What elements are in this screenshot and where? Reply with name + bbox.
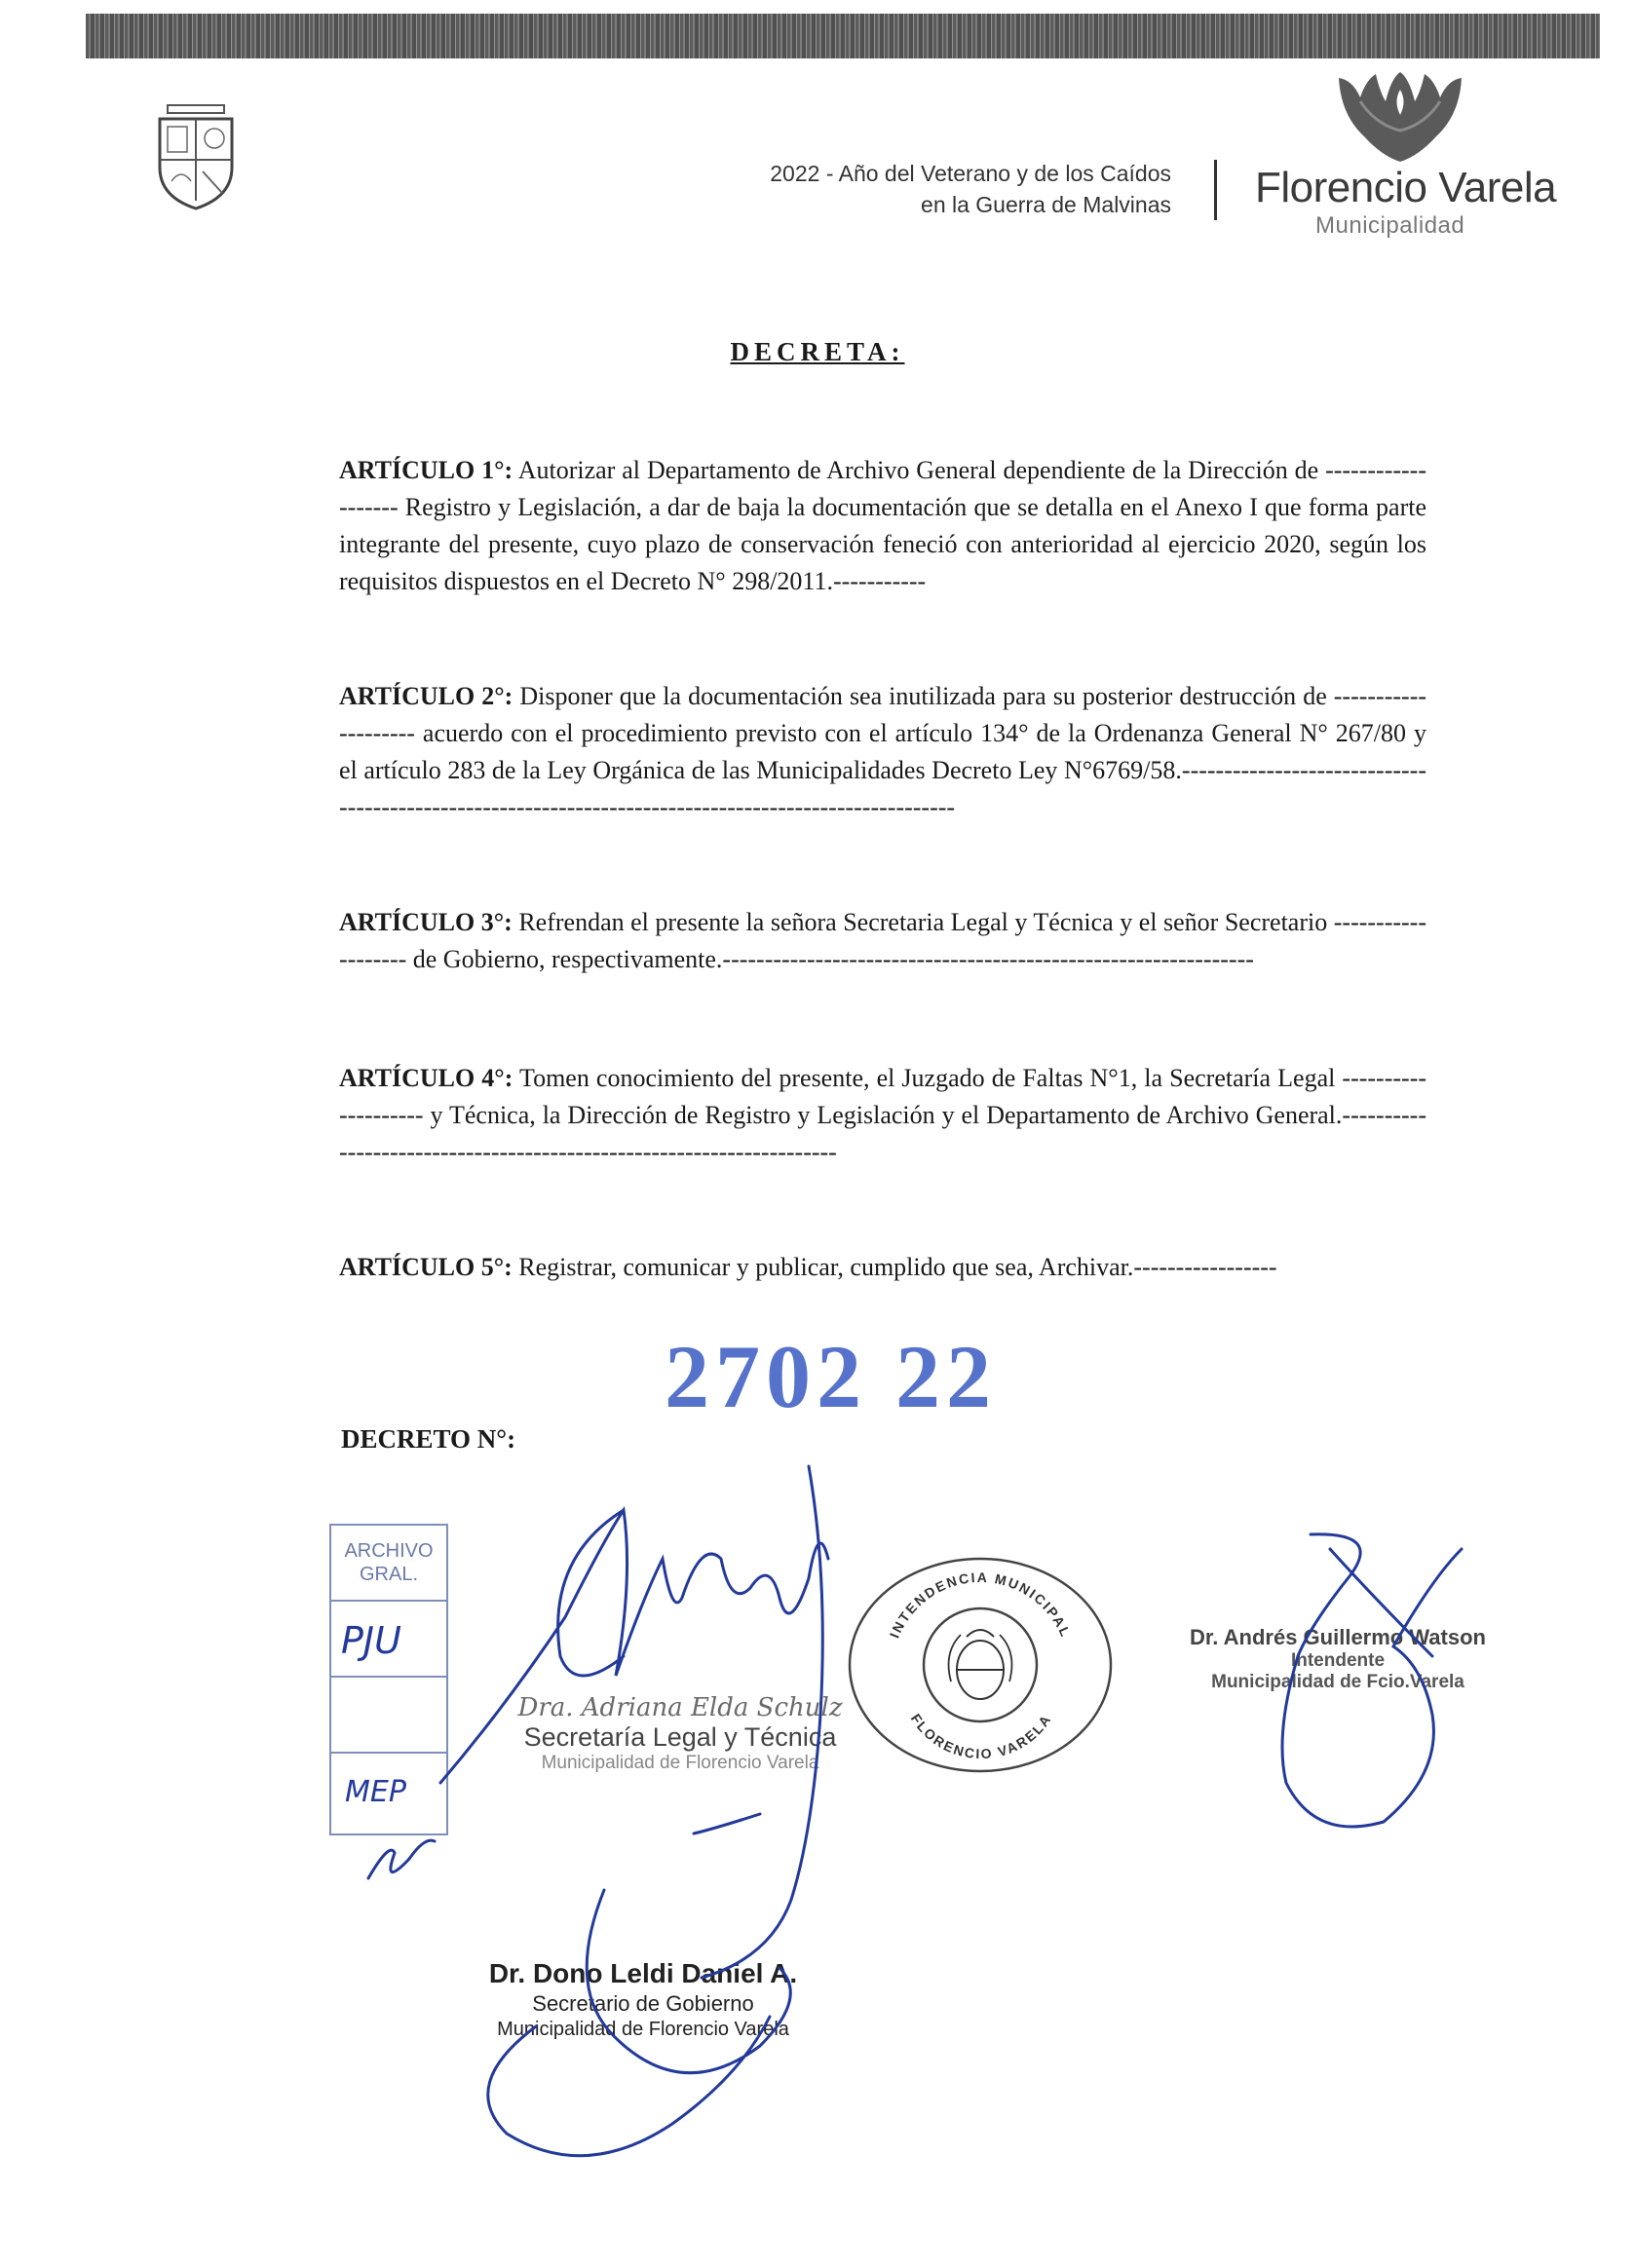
municipality-logo-icon [1331,72,1469,164]
signature-block-mayor [1177,1625,1499,1693]
coat-of-arms-icon [154,103,238,212]
article-text: Registrar, comunicar y publicar, cumplido que sea, Archivar.----------------- [518,1253,1277,1281]
decree-number-stamp: 2702 22 [665,1327,997,1426]
signatory-municipality: Municipalidad de Florencio Varela [541,1753,819,1773]
official-seal-icon [846,1555,1115,1775]
signature-block-legal [475,1693,885,1774]
article-label: ARTÍCULO 5°: [339,1253,513,1281]
municipality-subtitle: Municipalidad [1315,212,1465,239]
archive-stamp [329,1524,448,1835]
svg-text:FLORENCIO VARELA [908,1711,1054,1761]
article-text: Tomen conocimiento del presente, el Juzgado de Faltas N°1, la Secretaría Legal -------------------- y Técnica, la Dirección de Registro y Legislación y el Departamento de Archivo General.--------------------------------------------------------------------- [339,1064,1427,1166]
article-text: Autorizar al Departamento de Archivo General dependiente de la Dirección de ------------------- Registro y Legislación, a dar de baja la documentación que se detalla en el Anexo I que forma parte integrante del presente, cuyo plazo de conservación feneció con anterioridad al ejercicio 2020, según los requisitos dispuestos en el Decreto N° 298/2011.----------- [339,456,1426,595]
municipality-name: Florencio Varela [1255,164,1557,211]
year-motto-line-1: 2022 - Año del Veterano y de los Caídos [770,161,1171,186]
seal-top-text: INTENDENCIA MUNICIPAL [886,1569,1075,1641]
scan-edge-strip [86,14,1600,58]
signature-initials-check [368,1840,435,1878]
decree-heading: DECRETA: [730,337,905,366]
archive-initials-2: MEP [345,1775,406,1809]
article-2 [339,678,1426,826]
archive-stamp-cell-initials-2 [331,1754,446,1828]
article-5 [339,1249,1426,1286]
signatory-name: Dr. Andrés Guillermo Watson [1190,1625,1486,1649]
article-label: ARTÍCULO 2°: [339,682,513,710]
article-label: ARTÍCULO 4°: [339,1064,513,1092]
signature-block-government [458,1958,828,2041]
article-label: ARTÍCULO 1°: [339,456,513,484]
signatory-title: Intendente [1290,1650,1386,1671]
article-label: ARTÍCULO 3°: [339,908,513,936]
archive-stamp-cell-initials [331,1602,446,1678]
archive-stamp-cell-empty [331,1678,446,1754]
article-4 [339,1060,1426,1171]
article-text: Refrendan el presente la señora Secretaria Legal y Técnica y el señor Secretario ------------------- de Gobierno, respectivamente.--------------------------------------------------------------- [339,908,1426,973]
signatory-title: Secretaría Legal y Técnica [523,1722,837,1752]
archive-title-line-1: ARCHIVO [344,1540,434,1562]
article-text: Disponer que la documentación sea inutilizada para su posterior destrucción de -------------------- acuerdo con el procedimiento previsto con el artículo 134° de la Ordenanza General N° 267/80 y el artículo 283 de la Ley Orgánica de las Municipalidades Decreto Ley N°6769/58.------------------------------------------------------------------------------------------------------ [339,682,1427,821]
archive-stamp-title [331,1526,446,1602]
header-divider [1214,160,1217,220]
decree-number-label: DECRETO N°: [341,1424,516,1454]
signatory-municipality: Municipalidad de Florencio Varela [497,2019,789,2040]
signatory-title: Secretario de Gobierno [532,1991,754,2016]
article-3 [339,904,1426,978]
signatory-name: Dra. Adriana Elda Schulz [517,1693,843,1722]
signatory-municipality: Municipalidad de Fcio.Varela [1211,1672,1464,1692]
seal-bottom-text: FLORENCIO VARELA [907,1711,1055,1762]
signatory-name: Dr. Dono Leldi Daniel A. [488,1958,798,1988]
year-motto [770,158,1171,220]
archive-title-line-2: GRAL. [359,1564,419,1585]
year-motto-line-2: en la Guerra de Malvinas [921,192,1171,217]
article-1 [339,452,1426,600]
archive-initials-1: PJU [341,1619,401,1662]
